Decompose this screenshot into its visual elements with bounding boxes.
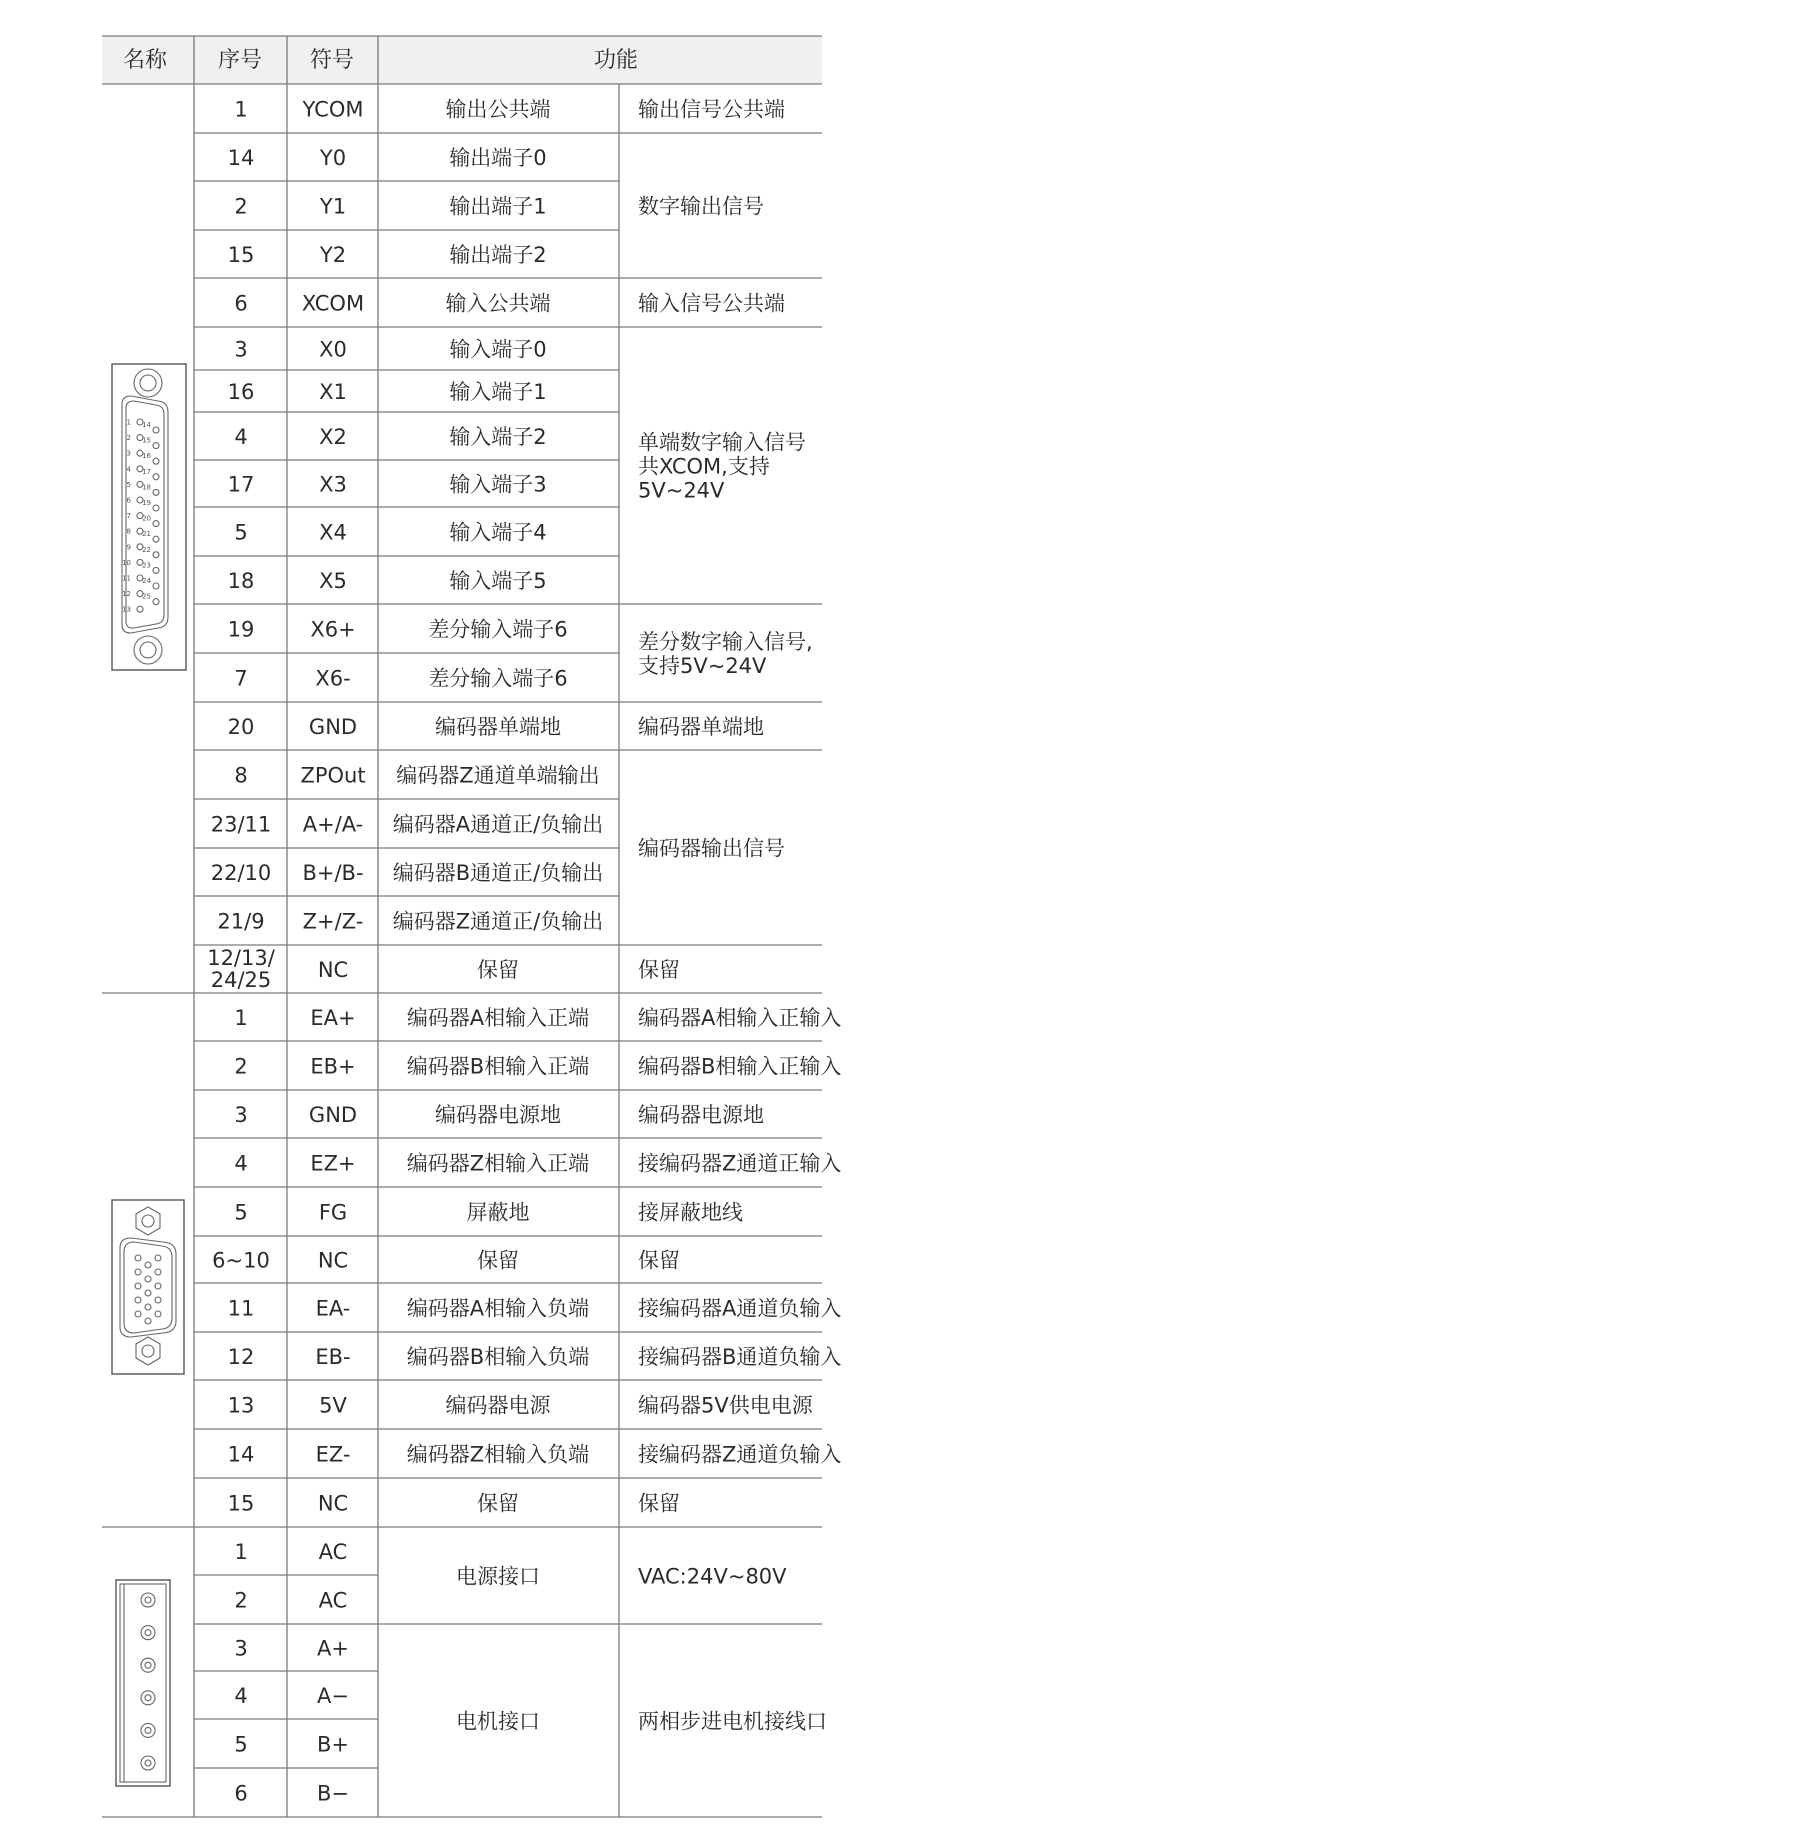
pin-description: 单端数字输入信号 [638, 430, 806, 455]
pin-symbol: XCOM [301, 291, 365, 316]
pin-number: 4 [234, 1151, 248, 1176]
pin-function: 编码器电源地 [435, 1103, 561, 1127]
db25-pin-label: 19 [142, 499, 151, 507]
pin-description: 接编码器Z通道正输入 [638, 1151, 842, 1176]
pin-number: 7 [234, 666, 248, 691]
pin-function: 输出端子0 [449, 146, 547, 170]
pin-symbol: GND [308, 715, 358, 739]
pin-function: 保留 [477, 1248, 519, 1273]
pin-number: 5 [234, 1200, 248, 1225]
pin-symbol: X1 [319, 380, 347, 404]
db25-pin-label: 22 [142, 545, 151, 554]
pin-description: 编码器B相输入正输入 [638, 1054, 842, 1079]
table-row [234, 1201, 743, 1225]
pin-function: 编码器Z通道单端输出 [396, 763, 600, 788]
table-row [211, 861, 604, 885]
pin-function: 输入端子4 [449, 520, 547, 545]
table-row [212, 1249, 680, 1273]
pin-symbol: Y2 [319, 243, 347, 267]
table-row [234, 764, 599, 788]
pin-description: 编码器5V供电电源 [638, 1393, 813, 1418]
db25-pin-label: 8 [126, 527, 131, 536]
table-row [228, 1297, 842, 1321]
pin-number: 22/10 [210, 861, 272, 885]
pin-description: 两相步进电机接线口 [638, 1709, 827, 1734]
table-row [234, 1055, 841, 1079]
header-name: 名称 [122, 48, 168, 73]
pin-description: 接编码器A通道负输入 [638, 1296, 842, 1321]
pin-symbol: X3 [319, 472, 347, 497]
pin-symbol: YCOM [302, 97, 364, 122]
pin-symbol: Z+/Z- [302, 909, 364, 934]
table-row [234, 521, 546, 545]
pin-number: 6 [234, 1781, 248, 1806]
pin-number: 16 [227, 380, 255, 404]
pin-number: 14 [227, 1442, 255, 1467]
pin-function: 差分输入端子6 [428, 666, 568, 691]
table-row [234, 1006, 841, 1030]
pin-symbol: X0 [319, 337, 347, 362]
db25-pin-label: 11 [122, 574, 131, 583]
header-function: 功能 [593, 48, 639, 73]
table-row [234, 1782, 349, 1806]
table-row [234, 1540, 347, 1564]
pin-function: 输出端子2 [449, 243, 547, 267]
pin-symbol: NC [317, 958, 349, 982]
db25-pin-label: 5 [126, 480, 131, 489]
pin-symbol: EB- [315, 1345, 351, 1369]
pin-number: 18 [227, 569, 255, 593]
pin-number: 13 [227, 1393, 255, 1418]
db25-pin-label: 2 [126, 434, 131, 443]
pin-number: 1 [234, 97, 248, 122]
table-row [234, 195, 764, 219]
pin-symbol: A− [317, 1684, 349, 1708]
pin-function: 输出公共端 [445, 97, 551, 122]
pin-number: 14 [227, 146, 255, 170]
pin-description: 保留 [638, 1248, 680, 1273]
pin-number: 15 [227, 243, 255, 267]
db25-connector-icon [112, 364, 186, 670]
pin-function: 编码器B相输入负端 [406, 1345, 590, 1369]
db25-pin-label: 9 [126, 543, 131, 552]
pin-description: 保留 [638, 1491, 680, 1516]
pin-symbol: 5V [319, 1393, 347, 1418]
pin-description: 编码器A相输入正输入 [638, 1006, 842, 1030]
pin-description: 保留 [638, 958, 680, 982]
pin-symbol: FG [318, 1200, 348, 1225]
pin-function: 编码器Z相输入正端 [406, 1151, 590, 1176]
table-row [234, 1710, 827, 1757]
db25-pin-label: 14 [142, 421, 151, 429]
pin-description: 输出信号公共端 [638, 97, 785, 122]
pin-number: 8 [234, 763, 248, 788]
pin-symbol: A+/A- [302, 812, 364, 837]
pin-function: 编码器单端地 [435, 715, 561, 739]
pin-function: 电源接口 [456, 1564, 540, 1589]
db25-pin-label: 3 [126, 449, 131, 458]
pin-number: 5 [234, 520, 248, 545]
pin-symbol: AC [318, 1588, 348, 1613]
pin-number: 4 [234, 425, 248, 449]
table-row [211, 813, 785, 861]
pin-function: 保留 [477, 958, 519, 982]
pin-symbol: EB+ [310, 1054, 356, 1079]
table-row [234, 667, 567, 691]
db25-pin-label: 1 [126, 418, 131, 427]
table-row [228, 1492, 680, 1516]
pin-symbol: GND [308, 1103, 358, 1127]
pin-function: 编码器Z通道正/负输出 [392, 909, 604, 934]
pin-description: 共XCOM,支持 [638, 454, 770, 479]
db25-pin-label: 13 [122, 605, 131, 614]
db25-pin-label: 16 [142, 452, 151, 461]
db25-pin-label: 17 [142, 467, 151, 476]
pin-number: 3 [234, 1103, 248, 1127]
header-seq: 序号 [217, 48, 263, 73]
pin-description: 差分数字输入信号, [638, 630, 813, 654]
table-row [228, 1394, 814, 1418]
pin-number: 24/25 [210, 968, 272, 992]
pin-description: 编码器单端地 [638, 715, 764, 739]
pin-function: 编码器B相输入正端 [406, 1054, 590, 1079]
pin-symbol: EA+ [310, 1006, 356, 1030]
pin-number: 1 [234, 1006, 248, 1030]
pin-function: 输入公共端 [445, 291, 551, 316]
pin-description: 5V~24V [638, 478, 725, 503]
table-row [234, 292, 785, 316]
db25-pin-label: 20 [142, 514, 151, 523]
table-row [228, 380, 547, 404]
pin-symbol: EA- [315, 1296, 351, 1321]
pin-number: 6 [234, 291, 248, 316]
pin-number: 12 [227, 1345, 255, 1369]
pin-function: 电机接口 [456, 1709, 540, 1734]
table-row [228, 569, 547, 593]
pin-function: 编码器Z相输入负端 [406, 1442, 590, 1467]
pin-function: 输出端子1 [449, 194, 547, 219]
pin-function: 保留 [477, 1491, 519, 1516]
pin-number: 19 [227, 617, 255, 642]
header-symbol: 符号 [309, 48, 355, 73]
pin-description: 数字输出信号 [638, 194, 764, 219]
pin-number: 4 [234, 1684, 248, 1708]
pin-function: 屏蔽地 [466, 1200, 530, 1225]
pin-number: 11 [227, 1296, 255, 1321]
header-bar [102, 36, 822, 84]
pin-symbol: Y0 [319, 146, 347, 170]
table-row [228, 243, 547, 267]
db25-pin-label: 25 [142, 592, 151, 601]
table-row [234, 1565, 787, 1613]
pin-number: 1 [234, 1540, 248, 1564]
pin-function: 编码器A通道正/负输出 [392, 812, 604, 837]
pin-number: 3 [234, 1636, 248, 1661]
pin-function: 编码器A相输入负端 [406, 1296, 590, 1321]
table-row [234, 338, 546, 362]
table-row [234, 1684, 349, 1708]
pin-symbol: Y1 [319, 194, 347, 219]
db25-pin-label: 6 [126, 496, 131, 505]
db25-pin-label: 10 [122, 558, 131, 567]
table-row [234, 1152, 841, 1176]
pin-symbol: A+ [317, 1636, 349, 1661]
db25-pin-label: 4 [126, 465, 131, 474]
pin-description: VAC:24V~80V [638, 1564, 787, 1589]
pin-number: 21/9 [217, 909, 265, 934]
pin-symbol: NC [317, 1491, 349, 1516]
pin-number: 2 [234, 1588, 248, 1613]
db25-pin-label: 23 [142, 561, 151, 570]
table-cells [207, 98, 841, 1806]
pin-description: 编码器输出信号 [638, 836, 785, 861]
db25-pin-label: 12 [122, 590, 131, 599]
pin-symbol: X4 [319, 520, 347, 545]
pin-symbol: AC [318, 1540, 348, 1564]
pin-symbol: ZPOut [300, 763, 366, 788]
pin-number: 20 [227, 715, 255, 739]
pin-description: 支持5V~24V [638, 654, 767, 678]
db25-pin-label: 15 [142, 436, 151, 445]
table-row [228, 473, 547, 497]
pin-number: 3 [234, 337, 248, 362]
pin-number: 6~10 [212, 1248, 270, 1273]
pin-function: 输入端子1 [449, 380, 547, 404]
pin-function: 输入端子0 [449, 337, 547, 362]
pin-function: 差分输入端子6 [428, 617, 568, 642]
pin-description: 输入信号公共端 [638, 291, 785, 316]
pin-description: 编码器电源地 [638, 1103, 764, 1127]
table-row [228, 1443, 842, 1467]
pin-description: 接屏蔽地线 [638, 1200, 743, 1225]
table-row [228, 1345, 842, 1369]
pin-symbol: B+ [316, 1732, 350, 1757]
table-row [234, 98, 785, 122]
pin-function: 编码器B通道正/负输出 [392, 861, 604, 885]
pin-symbol: X5 [319, 569, 347, 593]
pin-symbol: X2 [319, 425, 347, 449]
db25-pin-label: 24 [142, 577, 151, 585]
pin-number: 2 [234, 1054, 248, 1079]
pin-number: 17 [227, 472, 255, 497]
db25-pin-label: 21 [142, 530, 151, 539]
table-row [228, 146, 547, 170]
table-row [228, 715, 764, 739]
pin-symbol: EZ- [315, 1442, 351, 1467]
pin-symbol: B+/B- [302, 861, 364, 885]
db15-connector-icon [112, 1200, 184, 1374]
pin-number: 5 [234, 1732, 248, 1757]
table-row [217, 910, 603, 934]
pin-description: 接编码器Z通道负输入 [638, 1442, 842, 1467]
pin-symbol: B− [316, 1781, 350, 1806]
pin-function: 编码器电源 [445, 1393, 551, 1418]
pin-number: 15 [227, 1491, 255, 1516]
table-row [207, 946, 680, 992]
pin-number: 2 [234, 194, 248, 219]
table-row [234, 1103, 764, 1127]
terminal-block-icon [116, 1580, 170, 1786]
pin-function: 输入端子5 [449, 569, 547, 593]
pin-symbol: NC [317, 1248, 349, 1273]
db25-pin-label: 18 [142, 483, 151, 492]
pin-symbol: X6- [315, 666, 351, 691]
db25-pin-label: 7 [126, 512, 131, 521]
pin-symbol: EZ+ [310, 1151, 356, 1176]
pin-description: 接编码器B通道负输入 [638, 1345, 842, 1369]
pin-function: 编码器A相输入正端 [406, 1006, 590, 1030]
pin-function: 输入端子3 [449, 472, 547, 497]
table-row [234, 1637, 349, 1661]
pin-symbol: X6+ [310, 617, 356, 642]
pin-number: 23/11 [210, 812, 272, 837]
pin-number: 12/13/ [207, 946, 275, 970]
pin-function: 输入端子2 [449, 425, 547, 449]
